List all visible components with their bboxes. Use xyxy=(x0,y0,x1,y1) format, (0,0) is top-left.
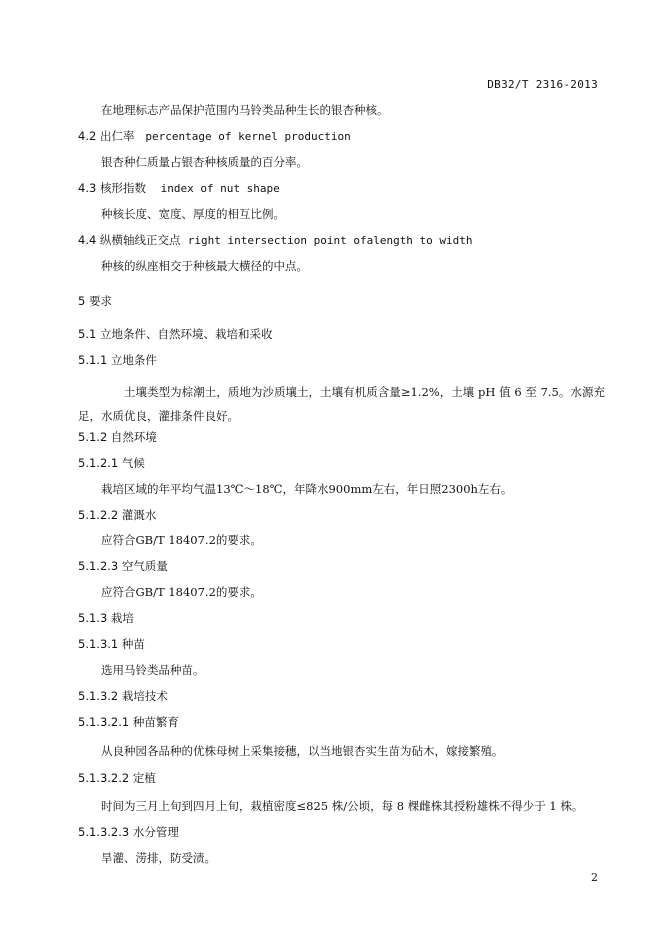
body-text: 选用马铃类品种苗。 xyxy=(101,663,205,677)
section-4-4-title: 4.4 纵横轴线正交点 xyxy=(78,233,181,247)
body-text: 时间为三月上旬到四月上旬，栽植密度≤825 株/公顷，每 8 棵雌株其授粉雄株不得少于 1 株。 xyxy=(101,799,584,813)
section-4-4-heading xyxy=(78,232,473,249)
section-5-1-3-heading: 5.1.3 栽培 xyxy=(78,611,134,625)
body-text: 旱灌、涝排，防受渍。 xyxy=(101,851,216,865)
document-code: DB32/T 2316-2013 xyxy=(487,78,598,91)
body-text: 栽培区域的年平均气温13℃～18℃，年降水900mm左右，年日照2300h左右。 xyxy=(101,482,513,496)
body-text: 种核的纵座相交于种核最大横径的中点。 xyxy=(101,259,308,273)
page-number: 2 xyxy=(591,871,598,884)
section-4-3-english: index of nut shape xyxy=(160,182,280,195)
body-text: 在地理标志产品保护范围内马铃类品种生长的银杏种核。 xyxy=(101,103,389,117)
body-text: 种核长度、宽度、厚度的相互比例。 xyxy=(101,207,285,221)
body-text: 银杏种仁质量占银杏种核质量的百分率。 xyxy=(101,155,308,169)
section-4-3-heading xyxy=(78,180,280,197)
section-5-1-3-1-heading: 5.1.3.1 种苗 xyxy=(78,637,145,651)
section-5-1-3-2-1-heading: 5.1.3.2.1 种苗繁育 xyxy=(78,715,179,729)
section-5-1-3-2-3-heading: 5.1.3.2.3 水分管理 xyxy=(78,825,179,839)
section-4-4-english: right intersection point ofalength to width xyxy=(187,234,473,247)
section-4-2-title: 4.2 出仁率 xyxy=(78,129,135,143)
section-4-2-english: percentage of kernel production xyxy=(145,130,351,143)
body-text: 应符合GB/T 18407.2的要求。 xyxy=(101,533,262,547)
section-5-1-3-2-2-heading: 5.1.3.2.2 定植 xyxy=(78,771,156,785)
section-5-1-heading: 5.1 立地条件、自然环境、栽培和采收 xyxy=(78,327,273,341)
body-paragraph: 土壤类型为棕潮土，质地为沙质壤土，土壤有机质含量≥1.2%，土壤 pH 值 6 至 7.5。水源充足，水质优良，灌排条件良好。 xyxy=(78,385,605,423)
section-5-1-3-2-heading: 5.1.3.2 栽培技术 xyxy=(78,689,168,703)
section-5-1-2-3-heading: 5.1.2.3 空气质量 xyxy=(78,559,168,573)
section-5-1-2-1-heading: 5.1.2.1 气候 xyxy=(78,456,145,470)
section-4-3-title: 4.3 核形指数 xyxy=(78,181,146,195)
body-text: 应符合GB/T 18407.2的要求。 xyxy=(101,585,262,599)
section-5-1-2-heading: 5.1.2 自然环境 xyxy=(78,430,157,444)
section-5-1-2-2-heading: 5.1.2.2 灌溉水 xyxy=(78,508,157,522)
section-5-heading: 5 要求 xyxy=(78,294,112,308)
section-5-1-1-heading: 5.1.1 立地条件 xyxy=(78,353,157,367)
body-text: 从良种园各品种的优株母树上采集接穗，以当地银杏实生苗为砧木，嫁接繁殖。 xyxy=(101,744,504,758)
section-4-2-heading xyxy=(78,128,351,145)
